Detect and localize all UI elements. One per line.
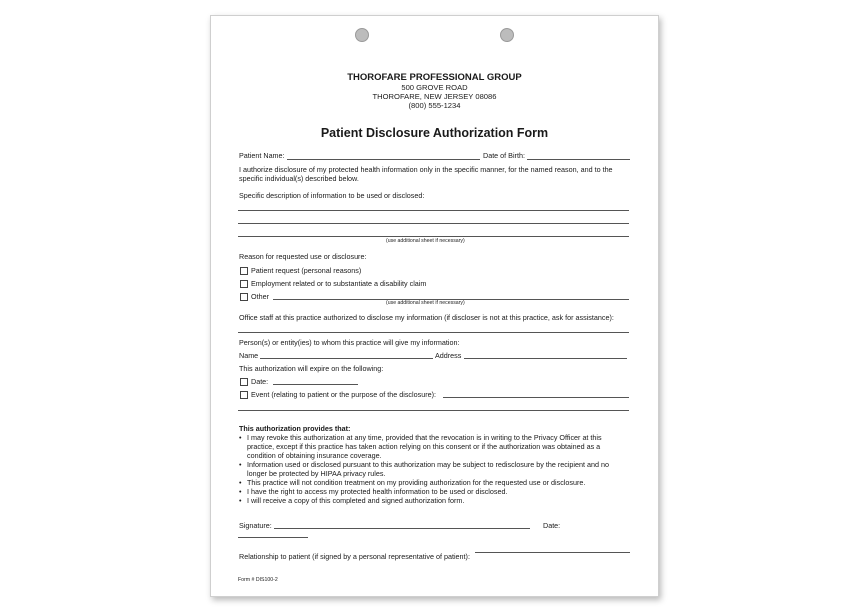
provision-3-line-1: This practice will not condition treatment on my providing authorization for the requested use or disclosure. (247, 478, 586, 487)
recipient-name-field[interactable] (260, 358, 433, 359)
reason-checkbox-other[interactable] (240, 293, 248, 301)
additional-sheet-note: (use additional sheet if necessary) (386, 238, 465, 244)
provision-bullet-1: • (239, 433, 242, 442)
punch-hole-left (355, 28, 369, 42)
persons-label: Person(s) or entity(ies) to whom this practice will give my information: (239, 338, 460, 347)
description-label: Specific description of information to be used or disclosed: (239, 191, 425, 200)
dob-field[interactable] (527, 159, 630, 160)
description-line-2[interactable] (238, 223, 629, 224)
expire-event-field[interactable] (443, 397, 629, 398)
reason-employment-label: Employment related or to substantiate a disability claim (251, 279, 427, 288)
reason-patient-label: Patient request (personal reasons) (251, 266, 362, 275)
reason-checkbox-employment[interactable] (240, 280, 248, 288)
recipient-address-field[interactable] (464, 358, 627, 359)
provision-4-line-1: I have the right to access my protected health information to be used or disclosed. (247, 487, 508, 496)
form-title: Patient Disclosure Authorization Form (320, 126, 549, 140)
relationship-label: Relationship to patient (if signed by a personal representative of patient): (239, 552, 470, 561)
expire-date-checkbox[interactable] (240, 378, 248, 386)
expire-date-label: Date: (251, 377, 269, 386)
expire-date-field[interactable] (273, 384, 358, 385)
reason-label: Reason for requested use or disclosure: (239, 252, 367, 261)
reason-other-label: Other (251, 292, 269, 301)
signature-label: Signature: (239, 521, 272, 530)
provision-5-line-1: I will receive a copy of this completed and signed authorization form. (247, 496, 465, 505)
expire-event-field-2[interactable] (238, 410, 629, 411)
provision-bullet-5: • (239, 496, 242, 505)
provision-1-line-1: I may revoke this authorization at any time, provided that the revocation is in writing to the Privacy Officer at this (247, 433, 602, 442)
address-line-2: THOROFARE, NEW JERSEY 08086 (372, 92, 497, 101)
signature-field[interactable] (274, 528, 530, 529)
name-label: Name (239, 351, 259, 360)
patient-name-field[interactable] (287, 159, 480, 160)
dob-label: Date of Birth: (483, 151, 525, 160)
expire-event-label: Event (relating to patient or the purpose of the disclosure): (251, 390, 436, 399)
patient-name-label: Patient Name: (239, 151, 285, 160)
provision-1-line-3: condition of obtaining insurance coverage. (247, 451, 382, 460)
org-name: THOROFARE PROFESSIONAL GROUP (347, 72, 522, 83)
provision-bullet-4: • (239, 487, 242, 496)
office-staff-field[interactable] (238, 332, 629, 333)
provision-bullet-3: • (239, 478, 242, 487)
authorize-text-1: I authorize disclosure of my protected health information only in the specific manner, for the named reason, and to the (239, 165, 613, 174)
provides-heading: This authorization provides that: (239, 424, 351, 433)
expire-label: This authorization will expire on the following: (239, 364, 384, 373)
authorize-text-2: specific individual(s) described below. (239, 174, 359, 183)
provision-bullet-2: • (239, 460, 242, 469)
signature-date-field[interactable] (238, 537, 308, 538)
provision-1-line-2: practice, except if this practice has taken action relying on this consent or if the authorization was obtained as a (247, 442, 601, 451)
description-line-1[interactable] (238, 210, 629, 211)
additional-sheet-note-2: (use additional sheet if necessary) (386, 300, 465, 306)
form-number: Form # DIS100-2 (238, 577, 278, 583)
relationship-field[interactable] (475, 552, 630, 553)
address-label: Address (435, 351, 462, 360)
provision-2-line-1: Information used or disclosed pursuant to this authorization may be subject to redisclosure by the recipient and no (247, 460, 609, 469)
signature-date-label: Date: (543, 521, 561, 530)
address-line-1: 500 GROVE ROAD (401, 83, 468, 92)
office-staff-label: Office staff at this practice authorized to disclose my information (if discloser is not at this practice, ask for assistance): (239, 313, 614, 322)
phone-number: (800) 555-1234 (408, 101, 461, 110)
provision-2-line-2: longer be protected by HIPAA privacy rules. (247, 469, 386, 478)
reason-checkbox-patient[interactable] (240, 267, 248, 275)
description-line-3[interactable] (238, 236, 629, 237)
form-sheet (210, 15, 659, 597)
punch-hole-right (500, 28, 514, 42)
expire-event-checkbox[interactable] (240, 391, 248, 399)
